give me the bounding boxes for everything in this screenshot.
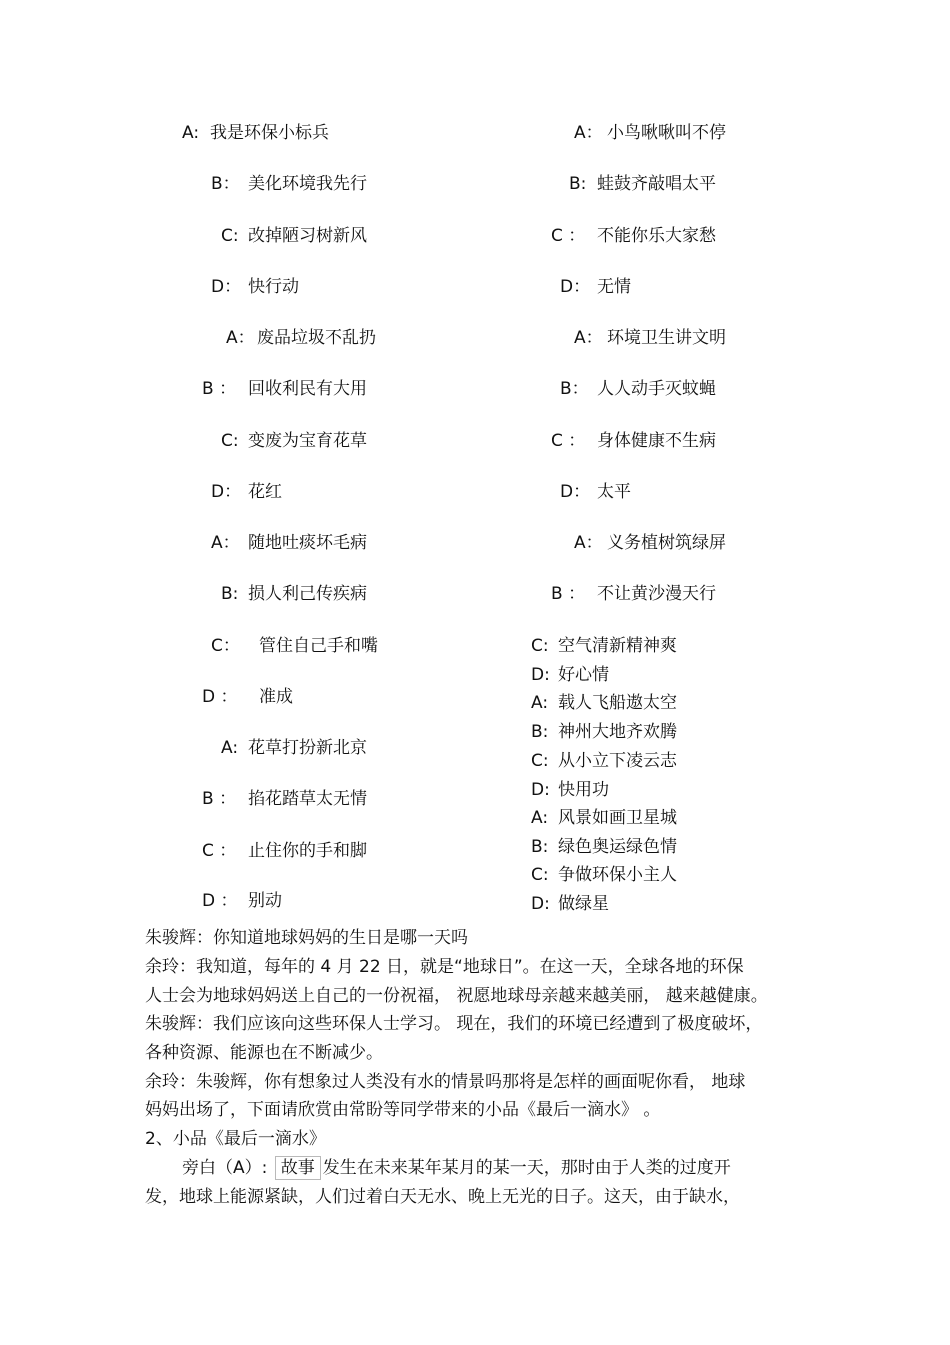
line-text: 风景如画卫星城 [558,808,677,828]
line-key: D ： [202,687,238,707]
line-key: A: [531,808,549,828]
line-key: A： [574,533,603,553]
right-list-line [531,664,609,686]
left-line [182,122,329,144]
line-key: A： [211,533,240,553]
left-line [211,276,299,298]
left-line [202,840,367,862]
dialogue-line: 余玲：我知道，每年的 4 月 22 日，就是“地球日”。在这一天，全球各地的环保 [145,957,744,977]
line-text: 蛙鼓齐敲唱太平 [597,174,716,194]
line-text: 绿色奥运绿色情 [558,837,677,857]
narration-line: 发，地球上能源紧缺，人们过着白天无水、晚上无光的日子。这天，由于缺水， [145,1187,740,1207]
left-line [211,481,282,503]
line-text: 空气清新精神爽 [558,636,677,656]
line-key: A： [226,328,255,348]
dialogue-line: 妈妈出场了，下面请欣赏由常盼等同学带来的小品《最后一滴水》 。 [145,1100,661,1120]
left-line [211,635,378,657]
left-line [211,173,367,195]
line-key: A: [182,123,200,143]
line-key: C: [221,431,239,451]
left-line [202,788,367,810]
left-line [221,430,367,452]
line-key: B ： [202,379,237,399]
line-key: B: [221,584,239,604]
line-text: 人人动手灭蚊蝇 [597,379,716,399]
line-text: 太平 [597,482,631,502]
line-key: C ： [551,431,586,451]
left-line [221,583,367,605]
line-text: 美化环境我先行 [248,174,367,194]
line-key: C: [531,751,549,771]
right-line [569,173,716,195]
line-text: 载人飞船遨太空 [558,693,677,713]
left-line [202,890,282,912]
line-text: 神州大地齐欢腾 [558,722,677,742]
right-line [560,276,631,298]
narration-text: 发生在未来某年某月的某一天，那时由于人类的过度开 [322,1158,731,1178]
line-text: 废品垃圾不乱扔 [257,328,376,348]
line-text: 别动 [248,891,282,911]
line-text: 义务植树筑绿屏 [607,533,726,553]
left-line [221,225,367,247]
right-list-line [531,721,677,743]
right-line [574,122,726,144]
line-key: B： [211,174,240,194]
line-text: 环境卫生讲文明 [607,328,726,348]
line-key: C ： [551,226,586,246]
line-key: B： [560,379,589,399]
dialogue-line: 朱骏辉：我们应该向这些环保人士学习。 现在，我们的环境已经遭到了极度破坏， [145,1014,763,1034]
narration-prefix: 旁白（A）: [182,1158,268,1178]
line-text: 争做环保小主人 [558,865,677,885]
line-text: 改掉陋习树新风 [248,226,367,246]
line-key: D： [211,482,242,502]
right-list-line [531,893,609,915]
line-text: 从小立下凌云志 [558,751,677,771]
right-line [574,327,726,349]
right-list-line [531,836,677,858]
line-key: C: [221,226,239,246]
line-text: 随地吐痰坏毛病 [248,533,367,553]
right-list-line [531,807,677,829]
line-key: D： [211,277,242,297]
narration-line [182,1156,731,1180]
line-text: 回收利民有大用 [248,379,367,399]
line-key: C： [211,636,240,656]
line-text: 身体健康不生病 [597,431,716,451]
right-list-line [531,692,677,714]
line-text: 好心情 [558,665,609,685]
left-line [211,532,367,554]
line-text: 花红 [248,482,282,502]
line-key: C: [531,865,549,885]
dialogue-line: 余玲：朱骏辉，你有想象过人类没有水的情景吗那将是怎样的画面呢你看， 地球 [145,1072,746,1092]
left-line [202,378,367,400]
line-key: A: [221,738,239,758]
dialogue-line: 人士会为地球妈妈送上自己的一份祝福， 祝愿地球母亲越来越美丽， 越来越健康。 [145,986,768,1006]
line-key: B: [531,722,549,742]
right-line [560,481,631,503]
line-key: B: [531,837,549,857]
dialogue-line: 朱骏辉：你知道地球妈妈的生日是哪一天吗 [145,928,468,948]
right-list-line [531,635,677,657]
line-key: A： [574,328,603,348]
line-text: 掐花踏草太无情 [248,789,367,809]
line-key: B ： [202,789,237,809]
line-text: 不让黄沙漫天行 [597,584,716,604]
line-text: 做绿星 [558,894,609,914]
line-text: 准成 [259,687,293,707]
boxed-word: 故事 [275,1156,321,1180]
line-text: 变废为宝育花草 [248,431,367,451]
line-key: C: [531,636,549,656]
left-line [221,737,367,759]
line-key: D ： [202,891,238,911]
line-text: 止住你的手和脚 [248,841,367,861]
right-line [574,532,726,554]
right-line [551,583,716,605]
right-list-line [531,750,677,772]
line-key: B ： [551,584,586,604]
right-list-line [531,864,677,886]
line-key: B: [569,174,587,194]
line-text: 无情 [597,277,631,297]
line-text: 管住自己手和嘴 [259,636,378,656]
line-key: D: [531,894,550,914]
right-line [551,430,716,452]
line-key: D： [560,277,591,297]
line-text: 快用功 [558,780,609,800]
left-line [202,686,293,708]
line-text: 损人利己传疾病 [248,584,367,604]
line-text: 花草打扮新北京 [248,738,367,758]
line-key: D： [560,482,591,502]
right-line [551,225,716,247]
line-key: D: [531,780,550,800]
line-key: D: [531,665,550,685]
left-line [226,327,376,349]
line-text: 小鸟啾啾叫不停 [607,123,726,143]
line-key: A： [574,123,603,143]
section-title: 2、小品《最后一滴水》 [145,1129,326,1149]
dialogue-line: 各种资源、能源也在不断减少。 [145,1043,383,1063]
right-list-line [531,779,609,801]
line-text: 快行动 [248,277,299,297]
line-text: 不能你乐大家愁 [597,226,716,246]
line-key: A: [531,693,549,713]
right-line [560,378,716,400]
line-key: C ： [202,841,237,861]
line-text: 我是环保小标兵 [210,123,329,143]
